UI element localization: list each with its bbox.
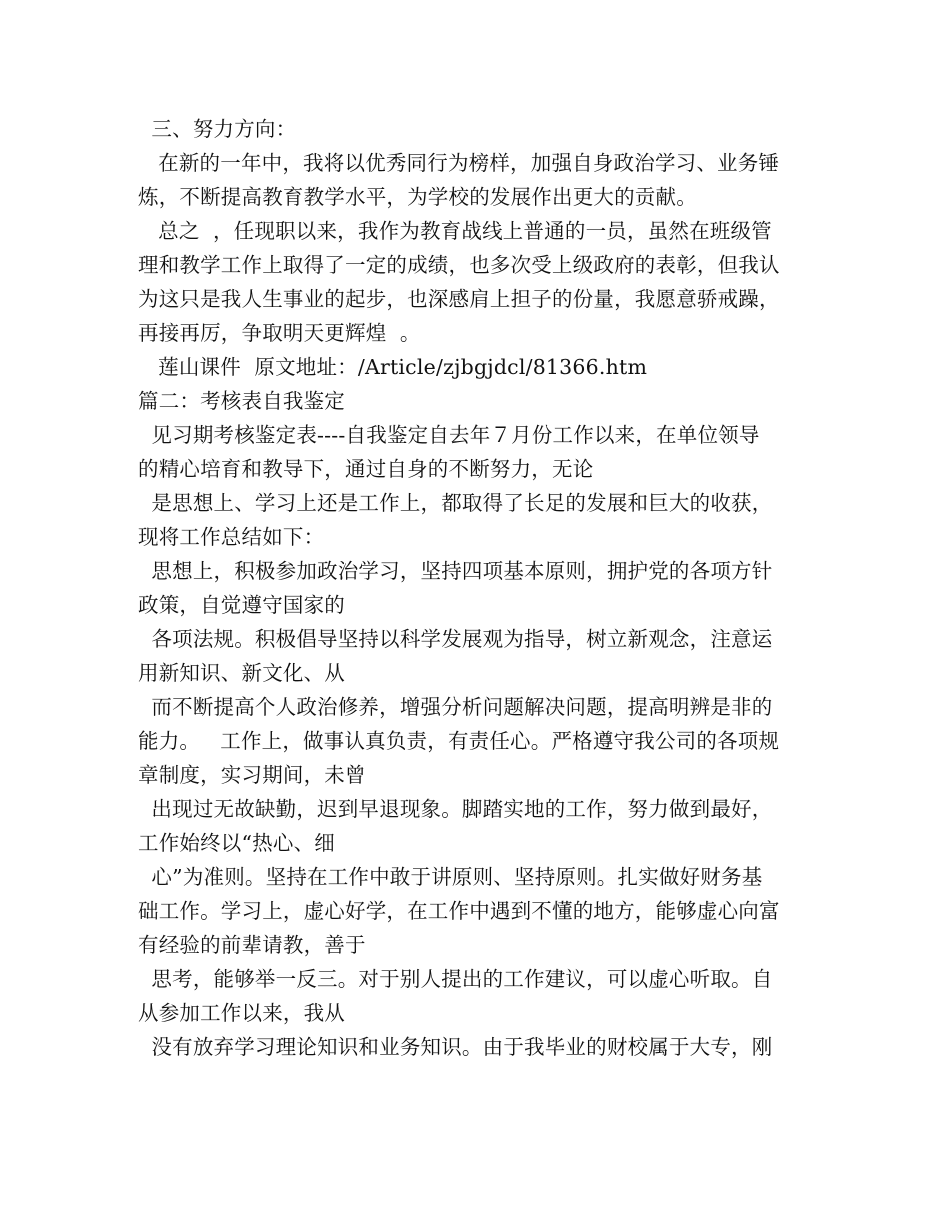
document-body [138,112,818,1064]
source-link-line: 莲山课件 原文地址：/Article/zjbgjdcl/81366.htm [138,355,648,379]
text-line: 有经验的前辈请教，善于 [138,933,366,957]
text-line: 见习期考核鉴定表----自我鉴定自去年７月份工作以来，在单位领导 [138,423,760,447]
text-line: 为这只是我人生事业的起步，也深感肩上担子的份量，我愿意骄戒躁， [138,287,780,311]
text-line: 而不断提高个人政治修养，增强分析问题解决问题，提高明辨是非的 [138,695,773,719]
text-line: 章制度，实习期间，未曾 [138,763,366,787]
text-line: 思考，能够举一反三。对于别人提出的工作建议，可以虚心听取。自 [138,967,773,991]
text-line: 是思想上、学习上还是工作上，都取得了长足的发展和巨大的收获， [138,491,773,515]
text-line: 工作始终以“热心、细 [138,831,335,855]
text-line: 炼，不断提高教育教学水平，为学校的发展作出更大的贡献。 [138,185,697,209]
text-line: 再接再厉，争取明天更辉煌 。 [138,321,421,345]
text-line: 础工作。学习上，虚心好学，在工作中遇到不懂的地方，能够虚心向富 [138,899,780,923]
text-line: 现将工作总结如下： [138,525,325,549]
text-line: 在新的一年中，我将以优秀同行为榜样，加强自身政治学习、业务锤 [138,151,780,175]
text-line: 能力。 工作上，做事认真负责，有责任心。严格遵守我公司的各项规 [138,729,780,753]
text-line: 政策，自觉遵守国家的 [138,593,345,617]
text-line: 各项法规。积极倡导坚持以科学发展观为指导，树立新观念，注意运 [138,627,773,651]
text-line: 总之 ，任现职以来，我作为教育战线上普通的一员，虽然在班级管 [138,219,772,243]
text-line: 出现过无故缺勤，迟到早退现象。脚踏实地的工作，努力做到最好， [138,797,773,821]
text-line: 从参加工作以来，我从 [138,1001,345,1025]
section-heading: 篇二：考核表自我鉴定 [138,389,345,413]
text-line: 用新知识、新文化、从 [138,661,345,685]
text-line: 的精心培育和教导下，通过自身的不断努力，无论 [138,457,594,481]
text-line: 三、努力方向： [138,117,297,141]
text-line: 理和教学工作上取得了一定的成绩，也多次受上级政府的表彰，但我认 [138,253,780,277]
text-line: 思想上，积极参加政治学习，坚持四项基本原则，拥护党的各项方针 [138,559,773,583]
text-line: 没有放弃学习理论知识和业务知识。由于我毕业的财校属于大专，刚 [138,1035,773,1059]
text-line: 心”为准则。坚持在工作中敢于讲原则、坚持原则。扎实做好财务基 [138,865,763,889]
